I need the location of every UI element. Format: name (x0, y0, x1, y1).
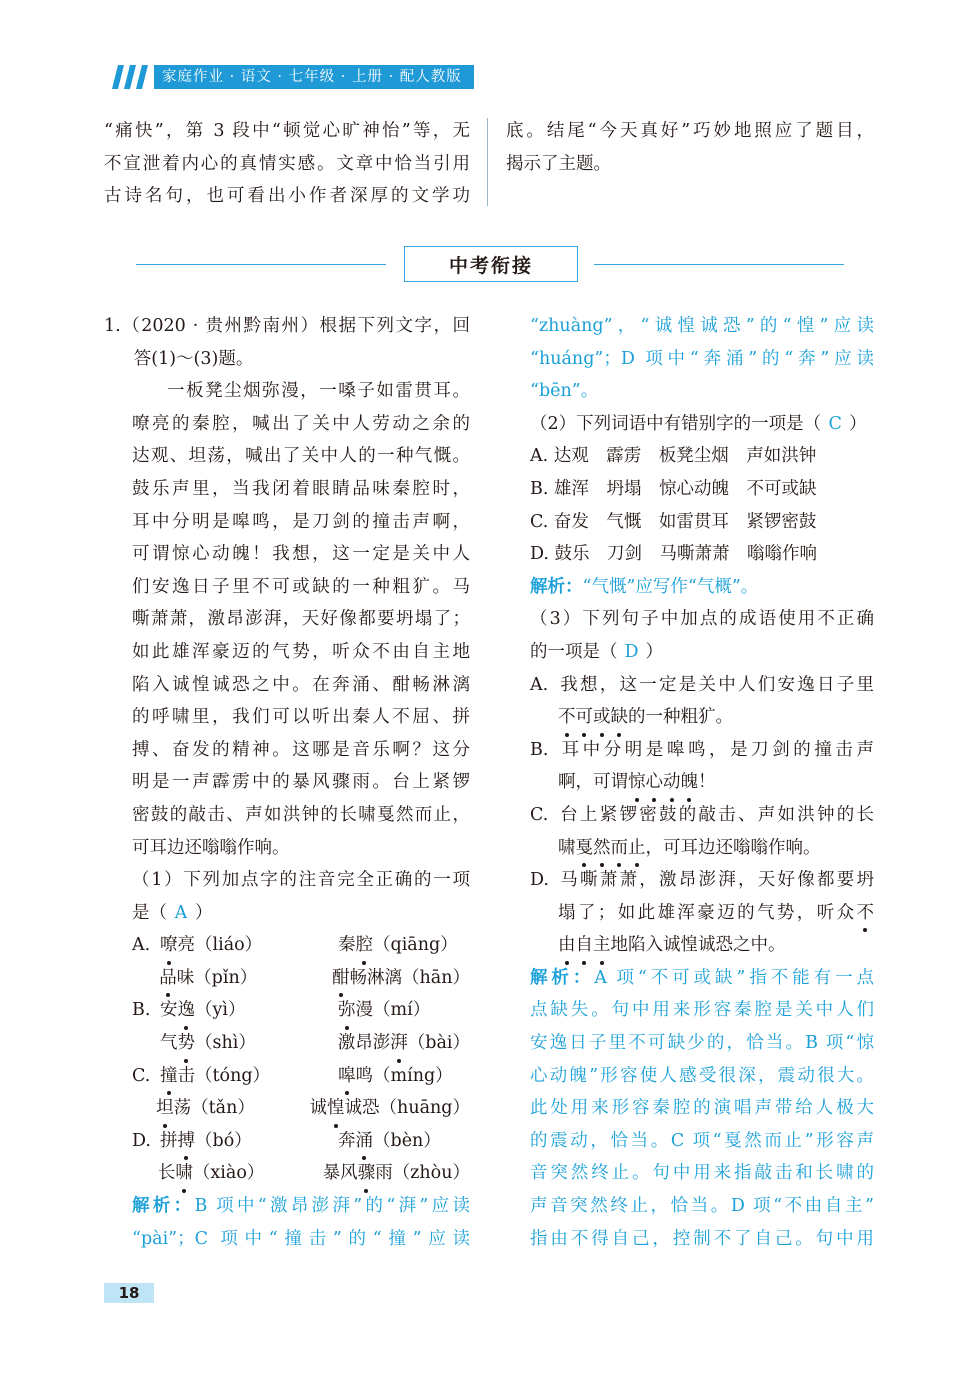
passage-line: 明是一声霹雳中的暴风骤雨。台上紧锣 (132, 772, 470, 793)
question-stem: 答(1)～(3)题。 (133, 348, 254, 369)
passage-line: 搏、奋发的精神。这哪是音乐啊？这分 (132, 739, 470, 760)
emphasis-dot-char: 戛 (576, 832, 594, 865)
text: 啸 (558, 837, 576, 858)
emphasis-dot-char: 骤 (358, 1157, 376, 1190)
text: 暴风 (322, 1163, 358, 1184)
emphasis-dot-char: 惶 (327, 1092, 345, 1125)
passage-line: 耳中分明是嗥鸣，是刀剑的撞击声啊， (132, 511, 470, 532)
text: 诚 (309, 1098, 328, 1119)
option-label (132, 1157, 158, 1190)
text: 荡（tǎn） (173, 1098, 255, 1119)
text: 马嘶萧萧，激昂澎湃，天好像都要坍 (558, 870, 874, 891)
passage-line: 嘹亮的秦腔，喊出了关中人劳动之余的 (132, 413, 470, 434)
answer: C (828, 413, 842, 434)
emphasis-dot-char: 嘹 (160, 929, 178, 962)
emphasis-dot-char: 品 (159, 962, 177, 995)
option-line (530, 864, 874, 897)
text: 雨（zhòu） (375, 1163, 470, 1184)
option: A. 达观 霹雳 板凳尘烟 声如洪钟 (530, 446, 817, 467)
analysis-line: 的震动，恰当。C 项“戛然而止”形容声 (530, 1130, 874, 1151)
section-title: 中考衔接 (448, 254, 533, 277)
top-right-text (506, 115, 874, 180)
header-title: 家庭作业 · 语文 · 七年级 · 上册 · 配人教版 (154, 65, 474, 89)
option-row (132, 962, 470, 995)
emphasis-dot-char: 然 (593, 832, 611, 865)
option-list (530, 669, 874, 962)
analysis-line: “zhuàng”，“诚惶诚恐”的“惶”应读 (530, 316, 874, 336)
emphasis-dot-char: 惊 (628, 766, 646, 799)
analysis-label: 解析： (132, 1196, 195, 1217)
emphasis-dot-char: 动 (663, 766, 681, 799)
analysis-line: 心动魄”形容使人感受很深，震动很大。 (530, 1065, 874, 1086)
analysis-line: 安逸日子里不可缺少的，恰当。B 项“惊 (530, 1033, 874, 1054)
option-label (132, 1027, 160, 1060)
analysis-label: 解析： (530, 967, 595, 988)
text: 长 (157, 1163, 176, 1184)
emphasis-dot-char: 可 (576, 701, 594, 734)
emphasis-dot-char: 魄 (681, 766, 699, 799)
option-item (159, 962, 332, 995)
analysis-line: “bēn”。 (530, 381, 599, 402)
option-item (160, 929, 338, 962)
passage-line: 可谓惊心动魄！我想，这一定是关中人 (132, 544, 470, 565)
text: ，可耳边还嗡嗡作响。 (645, 837, 821, 858)
text: ！ (698, 772, 716, 793)
emphasis-dot-char: 酣 (332, 962, 350, 995)
option-item (160, 1027, 338, 1060)
section-rule-left (136, 264, 386, 265)
passage-line: 鼓乐声里，当我闭着眼睛品味秦腔时， (132, 478, 470, 499)
text: 的一种粗犷。 (628, 707, 733, 728)
option-item (338, 994, 430, 1027)
emphasis-dot-char: 势 (177, 1027, 195, 1060)
text: 拼 (160, 1130, 178, 1151)
emphasis-dot-char: 腔 (356, 929, 374, 962)
option-row (132, 1060, 470, 1093)
text: 亮（liáo） (177, 935, 263, 956)
text: 啊，可谓 (558, 772, 628, 793)
emphasis-dot-char: 主 (593, 929, 611, 962)
passage-line: 嘶萧萧，激昂澎湃，天好像都要坍塌了； (132, 609, 470, 630)
option-item (332, 962, 470, 995)
passage (104, 375, 470, 864)
text: （shì） (194, 1033, 256, 1054)
option-line (530, 799, 874, 832)
option: C. 奋发 气慨 如雷贯耳 紧锣密鼓 (530, 511, 817, 532)
option-line (530, 734, 874, 767)
option-list (132, 929, 470, 1190)
option-line (530, 897, 874, 930)
text: 地陷入诚惶诚恐之中。 (610, 935, 786, 956)
text: 气 (159, 1033, 178, 1054)
emphasis-dot-char: 涌 (356, 1125, 374, 1158)
option-line (530, 832, 874, 865)
question-stem: 1.（2020 · 贵州黔南州）根据下列文字，回 (104, 316, 470, 336)
text: （yì） (195, 1000, 246, 1021)
analysis: 解析：“气慨”应写作“气概”。 (530, 576, 759, 597)
emphasis-dot-char: 湃 (390, 1027, 408, 1060)
analysis-line: “pài”；C 项中“撞击”的“撞”应读 (132, 1228, 470, 1249)
answer: A (174, 902, 188, 923)
emphasis-dot-char: 逸 (178, 994, 196, 1027)
option-item (156, 1092, 309, 1125)
emphasis-dot-char: 而 (611, 832, 629, 865)
option-label: D. (132, 1130, 151, 1151)
question-text: 是（ A ） (132, 897, 470, 930)
slash-stripes-icon (104, 65, 154, 89)
text: 诚恐（huāng） (344, 1098, 470, 1119)
option-label: B. (530, 739, 549, 760)
emphasis-dot-char: 搏 (178, 1125, 196, 1158)
analysis-line: 点缺失。句中用来形容秦腔是关中人们 (530, 1000, 874, 1021)
analysis-line: “huáng”；D 项中“奔涌”的“奔”应读 (530, 348, 874, 369)
passage-line: 一板凳尘烟弥漫，一嗓子如雷贯耳。 (167, 381, 470, 402)
passage-line: 们安逸日子里不可或缺的一种粗犷。马 (132, 576, 470, 597)
question-text: （3）下列句子中加点的成语使用不正确 (530, 609, 874, 630)
text-line: 揭示了主题。 (506, 153, 611, 174)
emphasis-dot-char: 坦 (156, 1092, 174, 1125)
text: 畅淋漓（hān） (349, 967, 470, 988)
option-label (132, 962, 159, 995)
question-text: （2）下列词语中有错别字的一项是（ C ） (530, 408, 874, 441)
emphasis-dot-char: 不 (558, 701, 576, 734)
emphasis-dot-char: 心 (646, 766, 664, 799)
passage-line: 如此雄浑豪迈的气势，听众不由自主地 (132, 641, 470, 662)
text: 鸣（míng） (355, 1065, 453, 1086)
right-column (530, 310, 874, 1255)
emphasis-dot-char: 止 (628, 832, 646, 865)
text: 激昂澎 (337, 1033, 391, 1054)
top-left-text (104, 115, 470, 213)
analysis-line: 声音突然终止，恰当。D 项“不由自主” (530, 1196, 874, 1217)
option-item (160, 1125, 338, 1158)
text: （bài） (407, 1033, 470, 1054)
text: 我想，这一定是关中人们安逸日子里 (558, 674, 874, 695)
option-item (338, 929, 458, 962)
emphasis-dot-char: 自 (576, 929, 594, 962)
emphasis-dot-char: 或 (593, 701, 611, 734)
left-column (104, 310, 470, 1255)
option-item (338, 1060, 453, 1093)
text: 击（tóng） (177, 1065, 271, 1086)
text: （bèn） (373, 1130, 441, 1151)
question-text: 的一项是（ D ） (530, 636, 874, 669)
sub-question-2 (530, 408, 874, 604)
passage-line: 的呼啸里，我们可以听出秦人不屈、拼 (132, 707, 470, 728)
emphasis-dot-char: 啸 (175, 1157, 193, 1190)
text-line: 古诗名句，也可看出小作者深厚的文学功 (104, 186, 470, 207)
text: （bó） (195, 1130, 252, 1151)
text: 味（pǐn） (176, 967, 258, 988)
emphasis-dot-char: 不 (857, 897, 875, 930)
option-label: D. (530, 870, 549, 891)
passage-line: 陷入诚惶诚恐之中。在奔涌、酣畅淋漓 (132, 674, 470, 695)
sub-question-1 (104, 864, 470, 1255)
section-rule-right (594, 264, 844, 265)
option-item (310, 1092, 470, 1125)
option-label: C. (530, 804, 549, 825)
option-line (530, 701, 874, 734)
option-label: B. (132, 1000, 151, 1021)
question-text: （1）下列加点字的注音完全正确的一项 (132, 870, 470, 891)
page-header (104, 65, 474, 89)
option-label: A. (132, 935, 151, 956)
section-heading (404, 246, 578, 282)
text: 漫（mí） (355, 1000, 431, 1021)
text: 台上紧锣密鼓的敲击、声如洪钟的长 (558, 804, 874, 825)
option-item (323, 1157, 470, 1190)
option-label: C. (132, 1065, 151, 1086)
passage-line: 密鼓的敲击、声如洪钟的长啸戛然而止， (132, 804, 470, 825)
text-line: 不宣泄着内心的真情实感。文章中恰当引用 (104, 153, 470, 174)
answer: D (624, 641, 639, 662)
option-item (160, 994, 338, 1027)
text-line: 底。结尾“今天真好”巧妙地照应了题目， (506, 121, 874, 141)
option: D. 鼓乐 刀剑 马嘶萧萧 嗡嗡作响 (530, 544, 818, 565)
option-line (530, 766, 874, 799)
emphasis-dot-char: 由 (558, 929, 576, 962)
text: 安 (160, 1000, 178, 1021)
option-label: A. (530, 674, 549, 695)
option-row (132, 929, 470, 962)
text: 塌了；如此雄浑豪迈的气势，听众 (558, 902, 857, 923)
option-line (530, 929, 874, 962)
text: 耳中分明是嗥鸣，是刀剑的撞击声 (558, 739, 874, 760)
page-number: 18 (104, 1283, 154, 1303)
option-row (132, 1027, 470, 1060)
option-row (132, 994, 470, 1027)
option: B. 雄浑 坍塌 惊心动魄 不可或缺 (530, 478, 817, 499)
emphasis-dot-char: 嗥 (338, 1060, 356, 1093)
option-row (132, 1125, 470, 1158)
text: （qiāng） (373, 935, 458, 956)
option-item (338, 1027, 470, 1060)
passage-line: 可耳边还嗡嗡作响。 (132, 837, 290, 858)
emphasis-dot-char: 撞 (160, 1060, 178, 1093)
emphasis-dot-char: 弥 (338, 994, 356, 1027)
analysis-label: 解析： (530, 576, 583, 597)
text: （xiào） (192, 1163, 265, 1184)
emphasis-dot-char: 缺 (611, 701, 629, 734)
sub-question-3 (530, 603, 874, 1255)
analysis: 解析：A 项“不可或缺”指不能有一点 (530, 967, 875, 988)
analysis-line: 音突然终止。句中用来指敲击和长啸的 (530, 1163, 874, 1184)
option-line (530, 669, 874, 702)
text-line: “痛快”，第 3 段中“顿觉心旷神怡”等，无 (104, 121, 470, 141)
option-item (160, 1060, 338, 1093)
option-row (132, 1092, 470, 1125)
analysis-line: 此处用来形容秦腔的演唱声带给人极大 (530, 1098, 874, 1119)
analysis: 解析：B 项中“激昂澎湃”的“湃”应读 (132, 1196, 470, 1217)
option-row (132, 1157, 470, 1190)
option-item (158, 1157, 323, 1190)
option-label (132, 1092, 156, 1125)
passage-line: 达观、坦荡，喊出了关中人的一种气慨。 (132, 446, 470, 467)
option-item (338, 1125, 441, 1158)
column-divider (487, 118, 488, 206)
text: 秦 (338, 935, 356, 956)
analysis-line: 指由不得自己，控制不了自己。句中用 (530, 1228, 874, 1249)
text: 奔 (338, 1130, 356, 1151)
